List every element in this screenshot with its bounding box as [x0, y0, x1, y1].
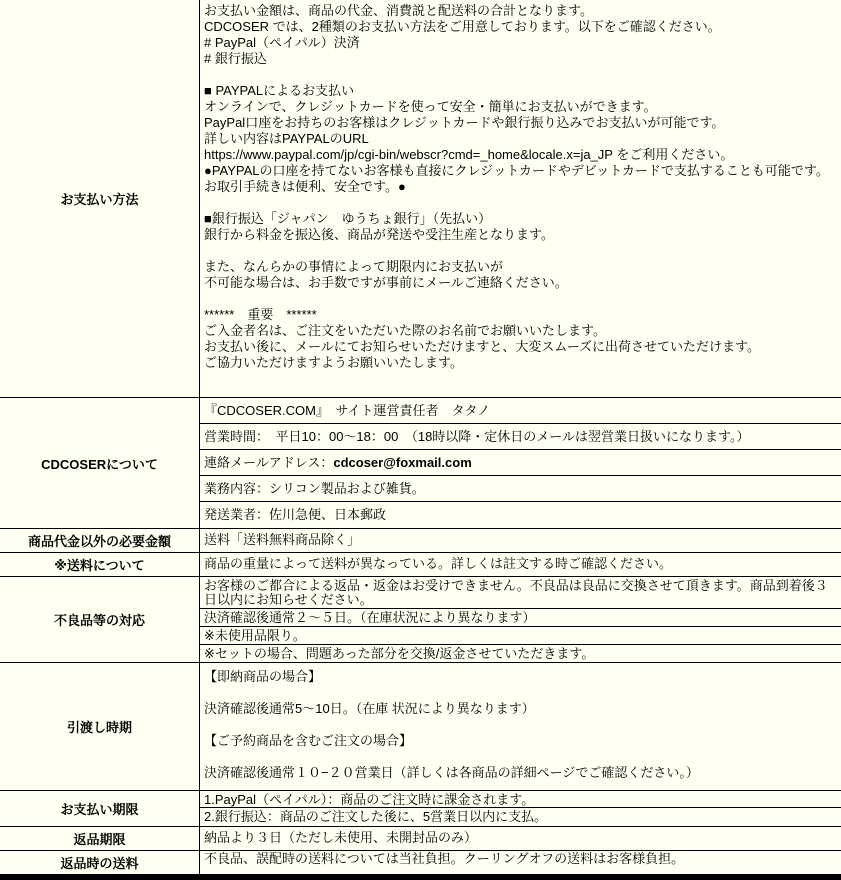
row-label-payment-deadline: お支払い期限	[0, 791, 200, 826]
delivery-line: 決済確認後通常１０−２０営業日（詳しくは各商品の詳細ページでご確認ください。）	[204, 765, 699, 780]
row-payment-method	[0, 0, 841, 398]
return-deadline-text: 納品より３日（ただし未使用、未開封品のみ）	[204, 830, 478, 845]
delivery-line	[204, 749, 837, 765]
payment-deadline-subrow: 1.PayPal（ペイパル）：商品のご注文時に課金されます。	[200, 791, 841, 808]
payment-method-line: お支払い金額は、商品の代金、消費説と配送料の合計となります。	[204, 3, 593, 18]
payment-method-line: # PayPal（ペイパル）決済	[204, 35, 360, 50]
about-hours: 営業時間： 平日10：00〜18：00 （18時以降・定休日のメールは翌営業日扱いになります。）	[200, 424, 841, 450]
row-return-shipping	[0, 851, 841, 874]
payment-method-line	[204, 67, 837, 83]
bottom-bar	[0, 874, 841, 880]
row-label-about: CDCOSERについて	[0, 398, 200, 528]
row-delivery	[0, 663, 841, 791]
payment-method-line: お支払い後に、メールにてお知らせいただけますと、大変スムーズに出荷させていただけます。	[204, 339, 761, 354]
payment-method-line: ご入金者名は、ご注文をいただいた際のお名前でお願いいたします。	[204, 323, 606, 338]
payment-method-line: 詳しい内容はPAYPALのURL	[204, 131, 369, 146]
payment-method-line: 銀行から料金を振込後、商品が発送や受注生産となります。	[204, 227, 554, 242]
payment-method-line: ご協力いただけますようお願いいたします。	[204, 355, 463, 370]
return-deadline-content	[200, 827, 841, 850]
payment-method-line: https://www.paypal.com/jp/cgi-bin/webscr?cmd=_home&locale.x=ja_JP をご利用ください。	[204, 147, 734, 162]
extra-fees-content	[200, 529, 841, 552]
payment-method-line: オンラインで、クレジットカードを使って安全・簡単にお支払いができます。	[204, 99, 657, 114]
payment-deadline-content	[200, 791, 841, 826]
delivery-line	[204, 685, 837, 701]
row-payment-deadline	[0, 791, 841, 827]
payment-method-line: ■銀行振込「ジャパン ゆうちょ銀行」（先払い）	[204, 211, 492, 226]
delivery-content	[200, 663, 841, 790]
defective-subrow: ※未使用品限り。	[200, 627, 841, 645]
payment-method-line	[204, 243, 837, 259]
row-label-shipping-note: ※送料について	[0, 553, 200, 576]
payment-method-line: CDCOSER では、2種類のお支払い方法をご用意しております。以下をご確認ください。	[204, 19, 721, 34]
about-content	[200, 398, 841, 528]
delivery-line: 【ご予約商品を含むご注文の場合】	[204, 733, 413, 748]
row-label-return-deadline: 返品期限	[0, 827, 200, 850]
defective-subrow: お客様のご都合による返品・返金はお受けできません。不良品は良品に交換させて頂きます。商品到着後３日以内にお知らせください。	[200, 577, 841, 609]
extra-fees-text: 送料「送料無料商品除く」	[204, 532, 361, 547]
row-label-defective: 不良品等の対応	[0, 577, 200, 662]
row-label-return-shipping: 返品時の送料	[0, 851, 200, 874]
row-about	[0, 398, 841, 529]
about-contact	[200, 450, 841, 476]
about-contact-label: 連絡メールアドレス：	[204, 454, 334, 470]
payment-method-line: ●PAYPALの口座を持てないお客様も直接にクレジットカードやデビットカードで支払することも可能です。	[204, 163, 829, 178]
contact-email: cdcoser@foxmail.com	[333, 454, 472, 470]
delivery-line: 決済確認後通常5〜10日。（在庫 状況により異なります）	[204, 701, 535, 716]
row-defective	[0, 577, 841, 663]
row-extra-fees	[0, 529, 841, 553]
payment-method-line: ■ PAYPALによるお支払い	[204, 83, 355, 98]
row-shipping-note	[0, 553, 841, 577]
about-operator: 『CDCOSER.COM』 サイト運営責任者 タタノ	[200, 398, 841, 424]
delivery-line	[204, 717, 837, 733]
payment-deadline-subrow: 2.銀行振込：商品のご注文した後に、5営業日以内に支払。	[204, 809, 548, 824]
about-shipper: 発送業者：佐川急便、日本郵政	[204, 507, 387, 522]
delivery-line: 【即納商品の場合】	[204, 669, 322, 684]
row-return-deadline	[0, 827, 841, 851]
payment-method-line: また、なんらかの事情によって期限内にお支払いが	[204, 259, 504, 274]
defective-subrow: 決済確認後通常２〜５日。（在庫状況により異なります）	[200, 609, 841, 627]
payment-method-content	[200, 0, 841, 397]
payment-method-line: # 銀行振込	[204, 51, 267, 66]
shipping-note-content	[200, 553, 841, 576]
return-shipping-text: 不良品、誤配時の送料については当社負担。クーリングオフの送料はお客様負担。	[204, 851, 685, 866]
payment-method-line	[204, 291, 837, 307]
row-label-extra-fees: 商品代金以外の必要金額	[0, 529, 200, 552]
defective-content	[200, 577, 841, 662]
payment-method-line: 不可能な場合は、お手数ですが事前にメールご連絡ください。	[204, 275, 568, 290]
row-label-payment-method: お支払い方法	[0, 0, 200, 397]
payment-method-line	[204, 195, 837, 211]
payment-method-line: お取引手続きは便利、安全です。●	[204, 179, 406, 194]
about-business: 業務内容：シリコン製品および雑貨。	[200, 476, 841, 502]
payment-method-line: ****** 重要 ******	[204, 307, 317, 322]
shipping-note-text: 商品の重量によって送料が異なっている。詳しくは註文する時ご確認ください。	[204, 556, 673, 571]
row-label-delivery: 引渡し時期	[0, 663, 200, 790]
payment-method-line: PayPal口座をお持ちのお客様はクレジットカードや銀行振り込みでお支払いが可能です。	[204, 115, 725, 130]
defective-subrow: ※セットの場合、問題あった部分を交換/返金させていただきます。	[204, 646, 595, 661]
return-shipping-content	[200, 851, 841, 874]
